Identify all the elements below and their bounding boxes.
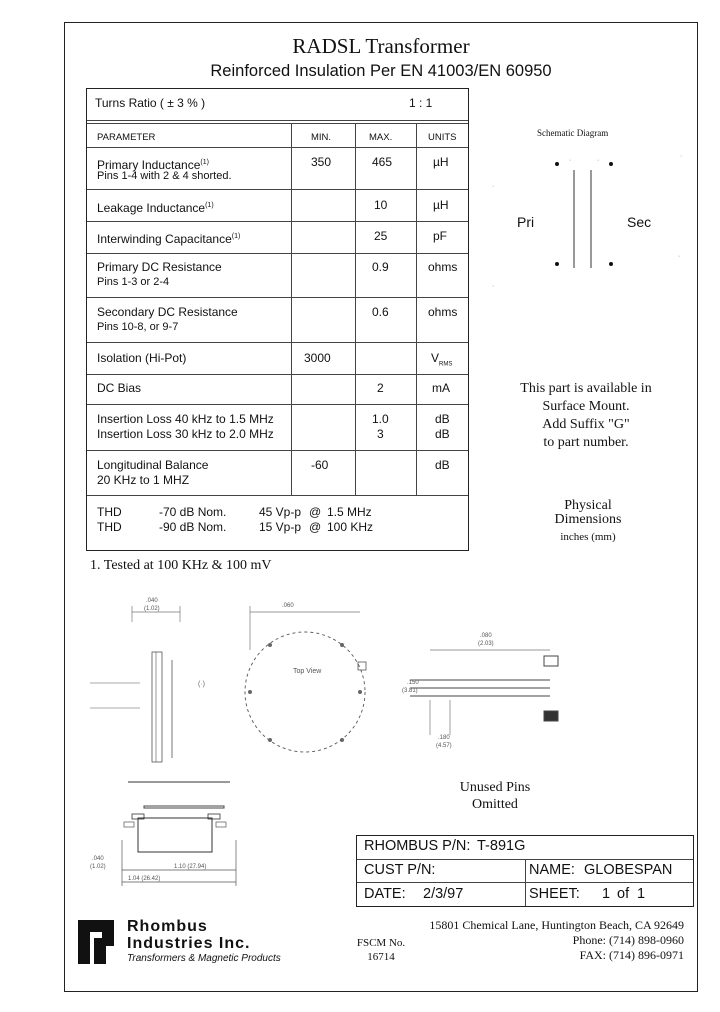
- cust-pn-label: CUST P/N:: [364, 862, 436, 878]
- surface-mount-note: This part is available in Surface Mount. Add Suffix "G" to part number.: [520, 381, 652, 450]
- thd-level: -70 dB Nom.: [159, 505, 227, 519]
- table-row: Primary Inductance$^{(1)}$: [97, 158, 209, 172]
- thd-level: -90 dB Nom.: [159, 520, 227, 534]
- header-units: UNITS: [428, 132, 457, 143]
- row-unit: ohms: [428, 260, 458, 274]
- schematic-pri-label: Pri: [517, 214, 535, 230]
- table-row: Leakage Inductance$^{(1)}$: [97, 201, 214, 215]
- row-min: -60: [311, 458, 329, 472]
- row-sub: Pins 10-8, or 9-7: [97, 321, 179, 333]
- thd-vpp: 15 Vp-p: [259, 520, 302, 534]
- row-max: 1.0: [372, 412, 389, 426]
- dim-label: .040: [92, 856, 104, 862]
- row-unit: µH: [433, 198, 449, 212]
- sheet-label: SHEET:: [529, 886, 580, 902]
- row-max-2: 3: [377, 427, 384, 441]
- table-row: Isolation (Hi-Pot): [97, 351, 187, 365]
- dim-label: .080: [480, 633, 492, 639]
- top-view-label: Top View: [293, 668, 322, 675]
- footnote: 1. Tested at 100 KHz & 100 mV: [90, 558, 272, 573]
- row-max: 2: [377, 381, 384, 395]
- row-unit: µH: [433, 155, 449, 169]
- table-row: Interwinding Capacitance$^{(1)}$: [97, 232, 241, 246]
- sheet-of: of: [617, 886, 630, 902]
- row-max: 10: [374, 198, 388, 212]
- company-name-line2: Industries Inc.: [127, 935, 251, 952]
- header-min: MIN.: [311, 132, 332, 143]
- row-max: 0.6: [372, 305, 389, 319]
- date-label: DATE:: [364, 886, 406, 902]
- table-row: Insertion Loss 40 kHz to 1.5 MHz: [97, 412, 274, 426]
- sheet-total: 1: [637, 886, 646, 902]
- dim-label: (3.81): [402, 688, 418, 694]
- svg-text:·: ·: [492, 183, 495, 190]
- physical-dimensions-title: Physical Dimensions: [554, 498, 622, 527]
- dim-label: .040: [146, 598, 158, 604]
- row-unit: pF: [433, 229, 448, 243]
- row-sub: 20 KHz to 1 MHZ: [97, 473, 190, 487]
- rhombus-logo-icon: [76, 918, 122, 966]
- side-view-drawing: [90, 606, 230, 782]
- row-max: 25: [374, 229, 388, 243]
- table-row: Secondary DC Resistance: [97, 305, 238, 319]
- dim-label: .180: [438, 735, 450, 741]
- top-view-drawing: [245, 606, 366, 752]
- row-min: 3000: [304, 351, 331, 365]
- dim-label: (1.02): [144, 606, 160, 612]
- table-row: DC Bias: [97, 381, 142, 395]
- dim-label: 1.10 (27.94): [174, 864, 207, 870]
- thd-vpp: 45 Vp-p: [259, 505, 302, 519]
- row-sub: Pins 1-3 or 2-4: [97, 276, 170, 288]
- thd-label: THD: [97, 520, 122, 534]
- table-row: Longitudinal Balance: [97, 458, 209, 472]
- row-max: 0.9: [372, 260, 389, 274]
- dim-label: .150: [407, 680, 419, 686]
- dim-label: (1.02): [90, 864, 106, 870]
- svg-text:(·): (·): [198, 681, 205, 688]
- svg-text:·: ·: [569, 157, 572, 164]
- dim-label: (4.57): [436, 743, 452, 749]
- svg-text:·: ·: [492, 283, 495, 290]
- thd-freq: 100 KHz: [327, 520, 374, 534]
- row-unit: dB: [435, 412, 450, 426]
- customer-name: GLOBESPAN: [584, 862, 673, 878]
- date-value: 2/3/97: [423, 886, 464, 902]
- unused-pins-note: Unused Pins Omitted: [459, 780, 531, 812]
- row-max: 465: [372, 155, 393, 169]
- thd-at: @: [309, 520, 322, 534]
- table-row: Primary DC Resistance: [97, 260, 222, 274]
- sheet-number: 1: [602, 886, 611, 902]
- row-sub: Insertion Loss 30 kHz to 2.0 MHz: [97, 427, 274, 441]
- physical-units: inches (mm): [560, 531, 616, 543]
- row-unit: ohms: [428, 305, 458, 319]
- svg-text:·: ·: [678, 253, 681, 260]
- dim-label: .060: [282, 603, 294, 609]
- company-address-block: 15801 Chemical Lane, Huntington Beach, CA 92649 Phone: (714) 898-0960 FAX: (714) 896-0971: [429, 918, 684, 962]
- header-parameter: PARAMETER: [97, 132, 156, 143]
- row-unit-2: dB: [435, 427, 450, 441]
- page-subtitle: Reinforced Insulation Per EN 41003/EN 60950: [210, 62, 552, 80]
- spec-table: [86, 88, 469, 551]
- thd-label: THD: [97, 505, 122, 519]
- turns-ratio-value: 1 : 1: [409, 96, 433, 110]
- title-block: [356, 835, 694, 907]
- name-label: NAME:: [529, 862, 575, 878]
- end-view-drawing: [410, 650, 558, 735]
- svg-text:·: ·: [597, 157, 600, 164]
- schematic-sec-label: Sec: [627, 214, 652, 230]
- schematic-title: Schematic Diagram: [537, 128, 609, 138]
- svg-text:·: ·: [680, 153, 683, 160]
- turns-ratio-label: Turns Ratio ( ± 3 % ): [95, 96, 206, 110]
- row-unit: dB: [435, 458, 450, 472]
- part-number-label: RHOMBUS P/N:: [364, 838, 471, 854]
- thd-freq: 1.5 MHz: [327, 505, 372, 519]
- row-sub: Pins 1-4 with 2 & 4 shorted.: [97, 170, 232, 182]
- fscm: FSCM No. 16714: [356, 937, 406, 963]
- thd-at: @: [309, 505, 322, 519]
- row-min: 350: [311, 155, 332, 169]
- row-unit: mA: [432, 381, 450, 395]
- mechanical-drawings: [80, 590, 600, 810]
- company-name-line1: Rhombus: [127, 918, 208, 935]
- footprint-view: [86, 800, 246, 900]
- header-max: MAX.: [369, 132, 393, 143]
- page-title: RADSL Transformer: [292, 34, 470, 58]
- dim-label: 1.04 (26.42): [128, 876, 161, 882]
- dim-label: (2.03): [478, 641, 494, 647]
- part-number: T-891G: [477, 838, 526, 854]
- row-unit: $V_{RMS}$: [431, 351, 453, 368]
- company-tagline: Transformers & Magnetic Products: [127, 953, 281, 964]
